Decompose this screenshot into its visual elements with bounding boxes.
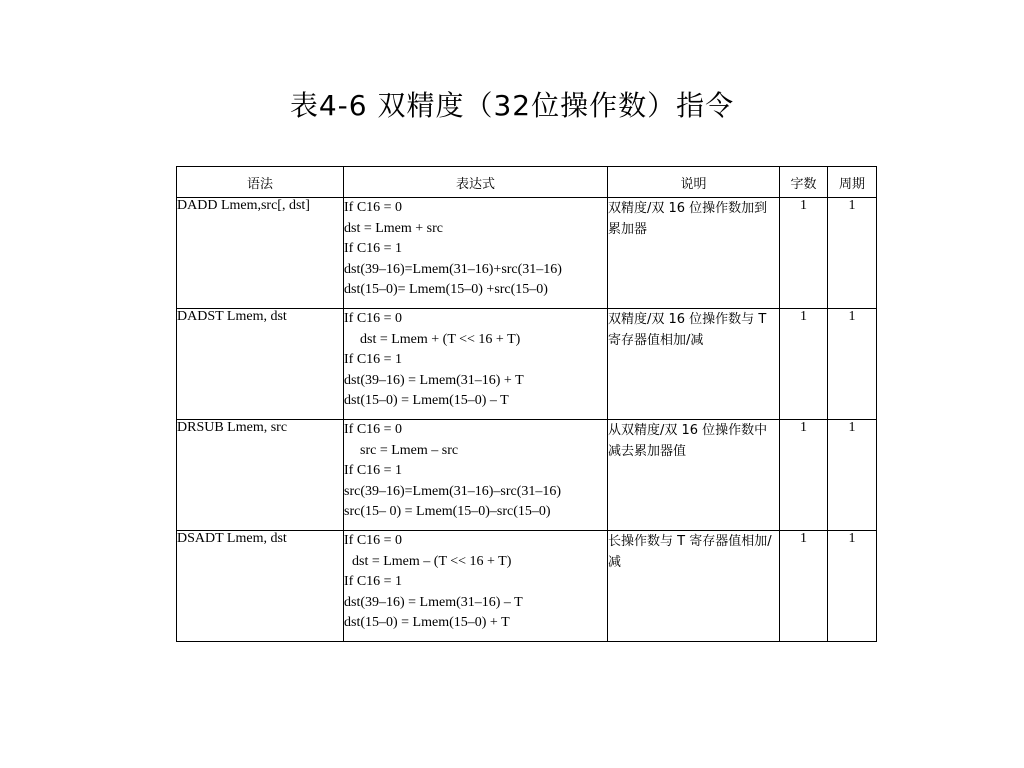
cell-expression bbox=[344, 420, 608, 531]
cell-words: 1 bbox=[780, 309, 828, 420]
table-header-row bbox=[177, 167, 877, 198]
cell-description: 长操作数与 T 寄存器值相加/减 bbox=[608, 531, 780, 642]
cell-syntax: DRSUB Lmem, src bbox=[177, 420, 344, 531]
cell-expression bbox=[344, 531, 608, 642]
cell-expression bbox=[344, 198, 608, 309]
expr-line: If C16 = 0 bbox=[344, 311, 403, 326]
expr-line: If C16 = 0 bbox=[344, 533, 403, 548]
expr-line: If C16 = 1 bbox=[344, 463, 403, 478]
instruction-table bbox=[176, 166, 877, 642]
expr-line: dst(39–16)=Lmem(31–16)+src(31–16) bbox=[344, 261, 562, 277]
cell-syntax: DADST Lmem, dst bbox=[177, 309, 344, 420]
expr-line: dst(39–16) = Lmem(31–16) – T bbox=[344, 594, 523, 610]
expr-line: dst = Lmem – (T << 16 + T) bbox=[352, 553, 512, 569]
expr-line: src(15– 0) = Lmem(15–0)–src(15–0) bbox=[344, 504, 551, 519]
cell-cycles: 1 bbox=[828, 198, 877, 309]
header-words: 字数 bbox=[780, 167, 828, 198]
expr-line: If C16 = 1 bbox=[344, 241, 403, 256]
expr-line: If C16 = 1 bbox=[344, 574, 403, 589]
header-description: 说明 bbox=[608, 167, 780, 198]
expr-line: dst(39–16) = Lmem(31–16) + T bbox=[344, 372, 524, 388]
cell-cycles: 1 bbox=[828, 420, 877, 531]
cell-description: 双精度/双 16 位操作数加到累加器 bbox=[608, 198, 780, 309]
cell-words: 1 bbox=[780, 531, 828, 642]
cell-description: 双精度/双 16 位操作数与 T 寄存器值相加/减 bbox=[608, 309, 780, 420]
expr-line: If C16 = 1 bbox=[344, 352, 403, 367]
cell-syntax: DADD Lmem,src[, dst] bbox=[177, 198, 344, 309]
table-row bbox=[177, 420, 877, 531]
cell-description: 从双精度/双 16 位操作数中减去累加器值 bbox=[608, 420, 780, 531]
expr-line: If C16 = 0 bbox=[344, 422, 403, 437]
expr-line: dst = Lmem + (T << 16 + T) bbox=[360, 331, 521, 347]
expr-line: dst(15–0) = Lmem(15–0) + T bbox=[344, 615, 510, 630]
page-title: 表4-6 双精度（32位操作数）指令 bbox=[289, 89, 735, 122]
cell-words: 1 bbox=[780, 420, 828, 531]
expr-line: dst(15–0)= Lmem(15–0) +src(15–0) bbox=[344, 282, 548, 297]
header-syntax: 语法 bbox=[177, 167, 344, 198]
expr-line: src = Lmem – src bbox=[360, 442, 459, 458]
cell-syntax: DSADT Lmem, dst bbox=[177, 531, 344, 642]
header-cycles: 周期 bbox=[828, 167, 877, 198]
cell-cycles: 1 bbox=[828, 531, 877, 642]
expr-line: dst(15–0) = Lmem(15–0) – T bbox=[344, 393, 509, 408]
table-row bbox=[177, 531, 877, 642]
expr-line: If C16 = 0 bbox=[344, 200, 403, 215]
table-row bbox=[177, 309, 877, 420]
cell-words: 1 bbox=[780, 198, 828, 309]
cell-cycles: 1 bbox=[828, 309, 877, 420]
table-row bbox=[177, 198, 877, 309]
header-expression: 表达式 bbox=[344, 167, 608, 198]
cell-expression bbox=[344, 309, 608, 420]
expr-line: dst = Lmem + src bbox=[344, 220, 443, 236]
expr-line: src(39–16)=Lmem(31–16)–src(31–16) bbox=[344, 483, 562, 499]
